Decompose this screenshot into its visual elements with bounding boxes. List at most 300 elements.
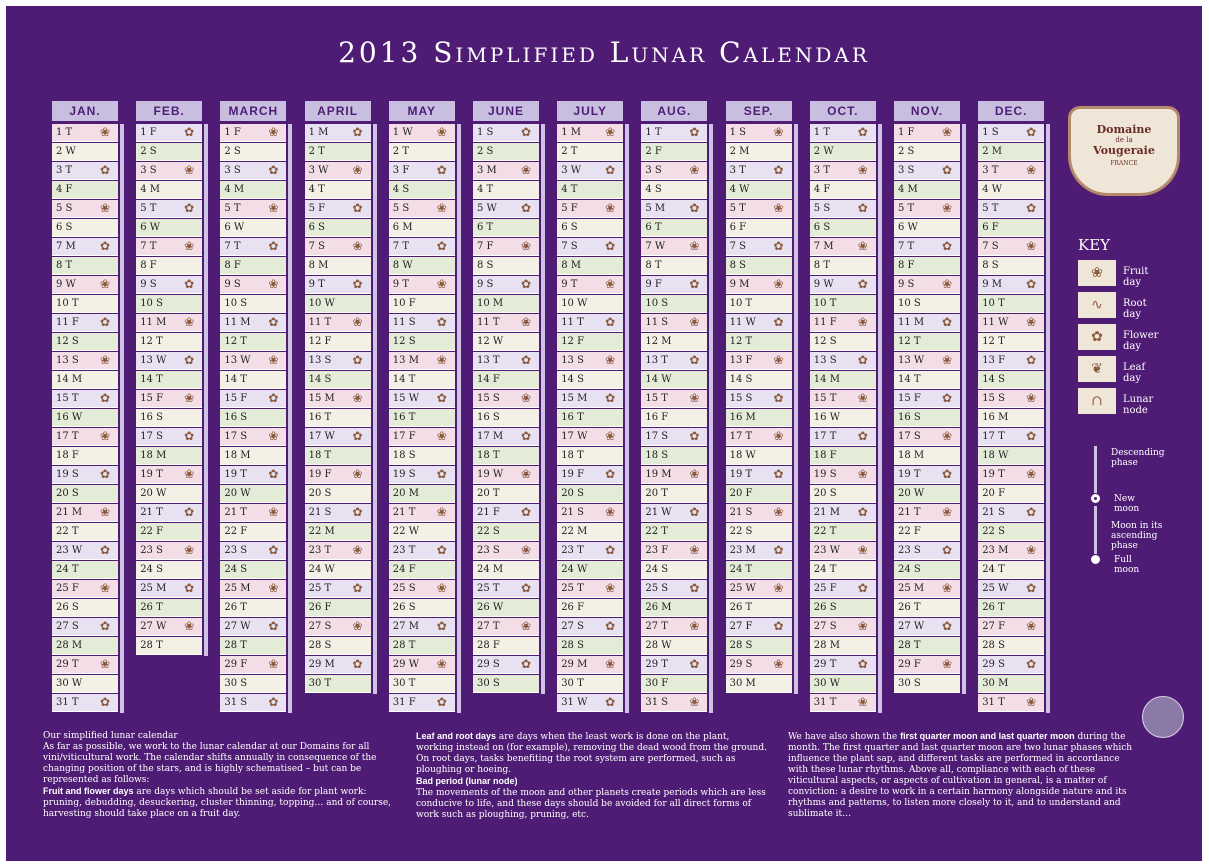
- day-row: [52, 466, 118, 484]
- day-row: [220, 618, 286, 636]
- moon-phase-bar: [878, 124, 882, 713]
- day-row: [557, 124, 623, 142]
- day-row: [52, 694, 118, 712]
- domaine-logo: [1068, 106, 1180, 196]
- day-row: [894, 295, 960, 313]
- day-label: 16 T: [561, 412, 584, 423]
- day-label: 9 F: [645, 279, 662, 290]
- flower-icon: ✿: [268, 315, 279, 329]
- day-row: [52, 447, 118, 465]
- day-row: [894, 580, 960, 598]
- day-label: 1 F: [140, 127, 157, 138]
- flower-icon: ✿: [268, 543, 279, 557]
- day-label: 5 T: [140, 203, 157, 214]
- flower-icon: ✿: [352, 277, 363, 291]
- day-row: [220, 637, 286, 655]
- day-row: [894, 485, 960, 503]
- day-list: [557, 124, 623, 713]
- fruit-icon: ❀: [352, 239, 363, 253]
- day-row: [894, 390, 960, 408]
- day-row: [136, 352, 202, 370]
- day-row: [557, 637, 623, 655]
- day-label: 13 S: [308, 355, 332, 366]
- day-label: 11 S: [645, 317, 669, 328]
- day-row: [810, 143, 876, 161]
- day-label: 22 T: [645, 526, 668, 537]
- fruit-icon: ❀: [99, 581, 110, 595]
- fruit-icon: ❀: [520, 543, 531, 557]
- day-label: 2 S: [140, 146, 157, 157]
- day-row: [136, 561, 202, 579]
- fruit-icon: ❀: [773, 353, 784, 367]
- flower-icon: ✿: [773, 391, 784, 405]
- day-label: 26 F: [561, 602, 585, 613]
- day-row: [641, 181, 707, 199]
- flower-icon: ✿: [99, 315, 110, 329]
- fruit-icon: ❀: [941, 657, 952, 671]
- day-label: 27 S: [813, 621, 837, 632]
- day-label: 1 F: [898, 127, 915, 138]
- day-row: [978, 295, 1044, 313]
- day-label: 11 M: [224, 317, 251, 328]
- day-label: 28 S: [561, 640, 584, 651]
- flower-icon: ✿: [689, 581, 700, 595]
- day-row: [810, 637, 876, 655]
- day-row: [305, 466, 371, 484]
- day-row: [978, 694, 1044, 712]
- day-row: [810, 618, 876, 636]
- fruit-icon: ❀: [689, 315, 700, 329]
- day-row: [726, 485, 792, 503]
- flower-icon: ✿: [1078, 324, 1116, 350]
- moon-phase-bar: [962, 124, 966, 694]
- day-label: 13 S: [813, 355, 837, 366]
- day-row: [473, 656, 539, 674]
- day-label: 25 W: [729, 583, 756, 594]
- day-row: [978, 124, 1044, 142]
- day-label: 4 F: [56, 184, 73, 195]
- day-label: 23 W: [56, 545, 83, 556]
- day-row: [136, 447, 202, 465]
- day-row: [726, 523, 792, 541]
- day-label: 29 T: [56, 659, 79, 670]
- day-row: [389, 333, 455, 351]
- fruit-icon: ❀: [689, 695, 700, 709]
- day-label: 13 W: [140, 355, 167, 366]
- day-label: 6 T: [477, 222, 494, 233]
- fruit-icon: ❀: [1026, 543, 1037, 557]
- day-label: 25 T: [477, 583, 500, 594]
- flower-icon: ✿: [520, 201, 531, 215]
- day-row: [641, 257, 707, 275]
- day-label: 30 S: [224, 678, 248, 689]
- fruit-icon: ❀: [520, 619, 531, 633]
- day-row: [810, 181, 876, 199]
- day-label: 5 F: [561, 203, 578, 214]
- day-row: [557, 314, 623, 332]
- fruit-icon: ❀: [99, 201, 110, 215]
- footer-paragraph: We have also shown the: [788, 732, 898, 742]
- day-label: 3 S: [898, 165, 915, 176]
- day-row: [220, 143, 286, 161]
- day-row: [473, 561, 539, 579]
- day-row: [810, 656, 876, 674]
- day-row: [810, 295, 876, 313]
- day-label: 21 T: [224, 507, 247, 518]
- day-row: [894, 143, 960, 161]
- fruit-icon: ❀: [605, 581, 616, 595]
- day-label: 15 W: [392, 393, 419, 404]
- flower-icon: ✿: [941, 467, 952, 481]
- day-label: 29 F: [898, 659, 921, 670]
- day-row: [557, 219, 623, 237]
- day-label: 20 S: [56, 488, 79, 499]
- day-row: [136, 523, 202, 541]
- day-row: [641, 542, 707, 560]
- day-label: 18 F: [813, 450, 837, 461]
- day-row: [473, 466, 539, 484]
- day-row: [894, 238, 960, 256]
- day-label: 16 W: [56, 412, 83, 423]
- fruit-icon: ❀: [689, 619, 700, 633]
- day-label: 18 T: [561, 450, 584, 461]
- day-list: [220, 124, 286, 713]
- day-row: [473, 637, 539, 655]
- day-label: 21 S: [308, 507, 332, 518]
- key-row-node: [1078, 388, 1154, 420]
- fruit-icon: ❀: [352, 315, 363, 329]
- day-label: 11 W: [729, 317, 756, 328]
- day-label: 15 F: [224, 393, 248, 404]
- day-row: [52, 409, 118, 427]
- day-row: [473, 371, 539, 389]
- day-row: [641, 466, 707, 484]
- day-label: 30 T: [308, 678, 332, 689]
- day-label: 23 M: [982, 545, 1009, 556]
- day-label: 19 T: [982, 469, 1005, 480]
- day-label: 13 W: [224, 355, 251, 366]
- day-row: [220, 238, 286, 256]
- flower-icon: ✿: [1026, 505, 1037, 519]
- day-label: 30 T: [392, 678, 416, 689]
- day-row: [641, 162, 707, 180]
- day-row: [305, 599, 371, 617]
- fruit-icon: ❀: [268, 505, 279, 519]
- day-row: [641, 390, 707, 408]
- day-label: 4 F: [813, 184, 831, 195]
- day-label: 21 S: [561, 507, 584, 518]
- day-label: 24 T: [729, 564, 753, 575]
- flower-icon: ✿: [184, 581, 195, 595]
- fruit-icon: ❀: [1026, 315, 1037, 329]
- day-label: 20 T: [477, 488, 500, 499]
- flower-icon: ✿: [99, 695, 110, 709]
- flower-icon: ✿: [1026, 201, 1037, 215]
- day-label: 10 S: [140, 298, 163, 309]
- footer-subheading: Fruit and flower days: [43, 786, 134, 796]
- day-label: 28 S: [308, 640, 332, 651]
- day-label: 22 F: [224, 526, 248, 537]
- day-row: [473, 523, 539, 541]
- day-label: 28 T: [898, 640, 921, 651]
- day-row: [641, 561, 707, 579]
- flower-icon: ✿: [99, 391, 110, 405]
- day-row: [220, 257, 286, 275]
- day-label: 8 S: [477, 260, 494, 271]
- day-label: 19 S: [813, 469, 837, 480]
- day-label: 18 M: [224, 450, 251, 461]
- flower-icon: ✿: [1026, 277, 1037, 291]
- day-label: 14 W: [645, 374, 672, 385]
- fruit-icon: ❀: [352, 391, 363, 405]
- flower-icon: ✿: [352, 201, 363, 215]
- day-row: [305, 181, 371, 199]
- day-row: [52, 162, 118, 180]
- day-label: 20 S: [308, 488, 332, 499]
- day-row: [389, 523, 455, 541]
- day-row: [641, 675, 707, 693]
- day-label: 11 M: [140, 317, 167, 328]
- day-label: 3 W: [561, 165, 582, 176]
- month-column: [220, 101, 286, 713]
- day-label: 28 M: [56, 640, 83, 651]
- day-row: [810, 333, 876, 351]
- day-label: 28 T: [224, 640, 247, 651]
- flower-icon: ✿: [605, 467, 616, 481]
- fruit-icon: ❀: [520, 467, 531, 481]
- day-label: 16 M: [982, 412, 1009, 423]
- day-row: [894, 542, 960, 560]
- day-row: [389, 371, 455, 389]
- month-column: [978, 101, 1044, 713]
- day-label: 7 T: [898, 241, 915, 252]
- fruit-icon: ❀: [605, 429, 616, 443]
- fruit-icon: ❀: [941, 505, 952, 519]
- flower-icon: ✿: [436, 315, 447, 329]
- flower-icon: ✿: [1026, 353, 1037, 367]
- day-row: [810, 428, 876, 446]
- day-label: 24 M: [477, 564, 504, 575]
- day-label: 2 M: [982, 146, 1002, 157]
- day-label: 18 M: [140, 450, 167, 461]
- day-row: [136, 542, 202, 560]
- day-row: [136, 238, 202, 256]
- day-label: 15 T: [56, 393, 79, 404]
- day-label: 12 T: [982, 336, 1005, 347]
- fruit-icon: ❀: [941, 581, 952, 595]
- flower-icon: ✿: [773, 619, 784, 633]
- day-row: [220, 181, 286, 199]
- day-row: [978, 257, 1044, 275]
- flower-icon: ✿: [941, 619, 952, 633]
- fruit-icon: ❀: [99, 657, 110, 671]
- footer-subheading: Bad period (lunar node): [416, 776, 518, 786]
- day-row: [894, 124, 960, 142]
- flower-icon: ✿: [436, 695, 447, 709]
- day-row: [305, 504, 371, 522]
- day-row: [473, 314, 539, 332]
- flower-icon: ✿: [520, 657, 531, 671]
- day-row: [557, 504, 623, 522]
- day-row: [389, 675, 455, 693]
- day-label: 3 W: [308, 165, 329, 176]
- day-row: [894, 371, 960, 389]
- day-row: [305, 390, 371, 408]
- day-row: [52, 276, 118, 294]
- day-label: 31 S: [224, 697, 248, 708]
- fruit-icon: ❀: [99, 505, 110, 519]
- day-label: 12 T: [140, 336, 163, 347]
- logo-line-4: FRANCE: [1110, 160, 1138, 167]
- day-row: [641, 352, 707, 370]
- flower-icon: ✿: [268, 619, 279, 633]
- day-label: 9 S: [140, 279, 157, 290]
- day-label: 7 M: [813, 241, 834, 252]
- day-label: 23 M: [729, 545, 756, 556]
- day-row: [978, 314, 1044, 332]
- full-moon-icon: [1090, 554, 1101, 565]
- day-row: [557, 295, 623, 313]
- day-row: [726, 542, 792, 560]
- day-label: 9 S: [477, 279, 494, 290]
- day-row: [726, 257, 792, 275]
- day-row: [557, 447, 623, 465]
- day-label: 27 W: [224, 621, 251, 632]
- day-row: [52, 656, 118, 674]
- day-label: 6 W: [898, 222, 918, 233]
- month-header: NOV.: [894, 101, 960, 121]
- day-row: [305, 162, 371, 180]
- day-label: 9 T: [308, 279, 325, 290]
- flower-icon: ✿: [268, 695, 279, 709]
- day-row: [52, 523, 118, 541]
- day-row: [641, 523, 707, 541]
- day-list: [389, 124, 455, 713]
- footer-subheading: Leaf and root days: [416, 731, 497, 741]
- day-label: 16 T: [392, 412, 416, 423]
- day-label: 11 F: [56, 317, 79, 328]
- day-row: [136, 485, 202, 503]
- fruit-icon: ❀: [605, 505, 616, 519]
- logo-line-3: Vougeraie: [1093, 144, 1155, 157]
- day-label: 9 M: [982, 279, 1002, 290]
- flower-icon: ✿: [436, 163, 447, 177]
- day-label: 8 M: [561, 260, 581, 271]
- day-row: [473, 409, 539, 427]
- day-row: [894, 447, 960, 465]
- day-label: 19 F: [561, 469, 585, 480]
- day-label: 1 M: [308, 127, 329, 138]
- flower-icon: ✿: [99, 163, 110, 177]
- day-row: [810, 257, 876, 275]
- day-row: [641, 618, 707, 636]
- flower-icon: ✿: [436, 619, 447, 633]
- day-label: 16 T: [308, 412, 332, 423]
- day-label: 14 S: [561, 374, 584, 385]
- day-label: 27 T: [477, 621, 500, 632]
- fruit-icon: ❀: [605, 657, 616, 671]
- fruit-icon: ❀: [436, 277, 447, 291]
- flower-icon: ✿: [436, 467, 447, 481]
- day-row: [894, 618, 960, 636]
- day-row: [810, 352, 876, 370]
- day-row: [810, 675, 876, 693]
- day-label: 22 W: [392, 526, 419, 537]
- day-row: [810, 390, 876, 408]
- day-label: 25 W: [982, 583, 1009, 594]
- day-label: 30 W: [813, 678, 840, 689]
- day-label: 22 F: [140, 526, 164, 537]
- day-label: 21 S: [729, 507, 753, 518]
- day-row: [52, 124, 118, 142]
- day-label: 3 S: [645, 165, 662, 176]
- day-row: [52, 675, 118, 693]
- day-row: [726, 124, 792, 142]
- flower-icon: ✿: [857, 125, 868, 139]
- fruit-icon: ❀: [857, 315, 868, 329]
- day-row: [136, 295, 202, 313]
- day-row: [136, 257, 202, 275]
- day-label: 7 S: [561, 241, 578, 252]
- day-row: [557, 466, 623, 484]
- key-label: Fruit day: [1123, 266, 1149, 288]
- day-label: 9 S: [224, 279, 241, 290]
- day-row: [389, 561, 455, 579]
- fruit-icon: ❀: [436, 353, 447, 367]
- day-label: 26 T: [898, 602, 921, 613]
- day-row: [473, 200, 539, 218]
- day-row: [726, 200, 792, 218]
- flower-icon: ✿: [184, 429, 195, 443]
- key-panel: [1078, 236, 1159, 420]
- day-label: 25 T: [561, 583, 584, 594]
- fruit-icon: ❀: [857, 695, 868, 709]
- day-row: [136, 314, 202, 332]
- day-label: 1 M: [561, 127, 581, 138]
- day-label: 31 S: [645, 697, 669, 708]
- day-row: [52, 238, 118, 256]
- flower-icon: ✿: [436, 239, 447, 253]
- day-label: 5 S: [56, 203, 73, 214]
- flower-icon: ✿: [520, 125, 531, 139]
- day-row: [389, 485, 455, 503]
- day-label: 20 F: [982, 488, 1006, 499]
- day-row: [305, 447, 371, 465]
- day-row: [726, 466, 792, 484]
- day-row: [978, 409, 1044, 427]
- day-label: 28 F: [477, 640, 500, 651]
- day-label: 29 M: [561, 659, 588, 670]
- day-row: [557, 485, 623, 503]
- day-row: [641, 409, 707, 427]
- day-row: [220, 200, 286, 218]
- day-label: 26 T: [729, 602, 753, 613]
- day-label: 14 T: [392, 374, 416, 385]
- day-label: 12 T: [898, 336, 921, 347]
- footer-text: [6, 731, 1202, 861]
- day-row: [305, 200, 371, 218]
- day-label: 17 M: [477, 431, 504, 442]
- day-row: [726, 371, 792, 389]
- day-label: 19 T: [140, 469, 163, 480]
- day-label: 26 T: [224, 602, 247, 613]
- day-label: 27 F: [729, 621, 753, 632]
- day-row: [389, 295, 455, 313]
- day-row: [978, 656, 1044, 674]
- day-row: [220, 162, 286, 180]
- day-label: 17 T: [56, 431, 79, 442]
- day-label: 13 S: [56, 355, 79, 366]
